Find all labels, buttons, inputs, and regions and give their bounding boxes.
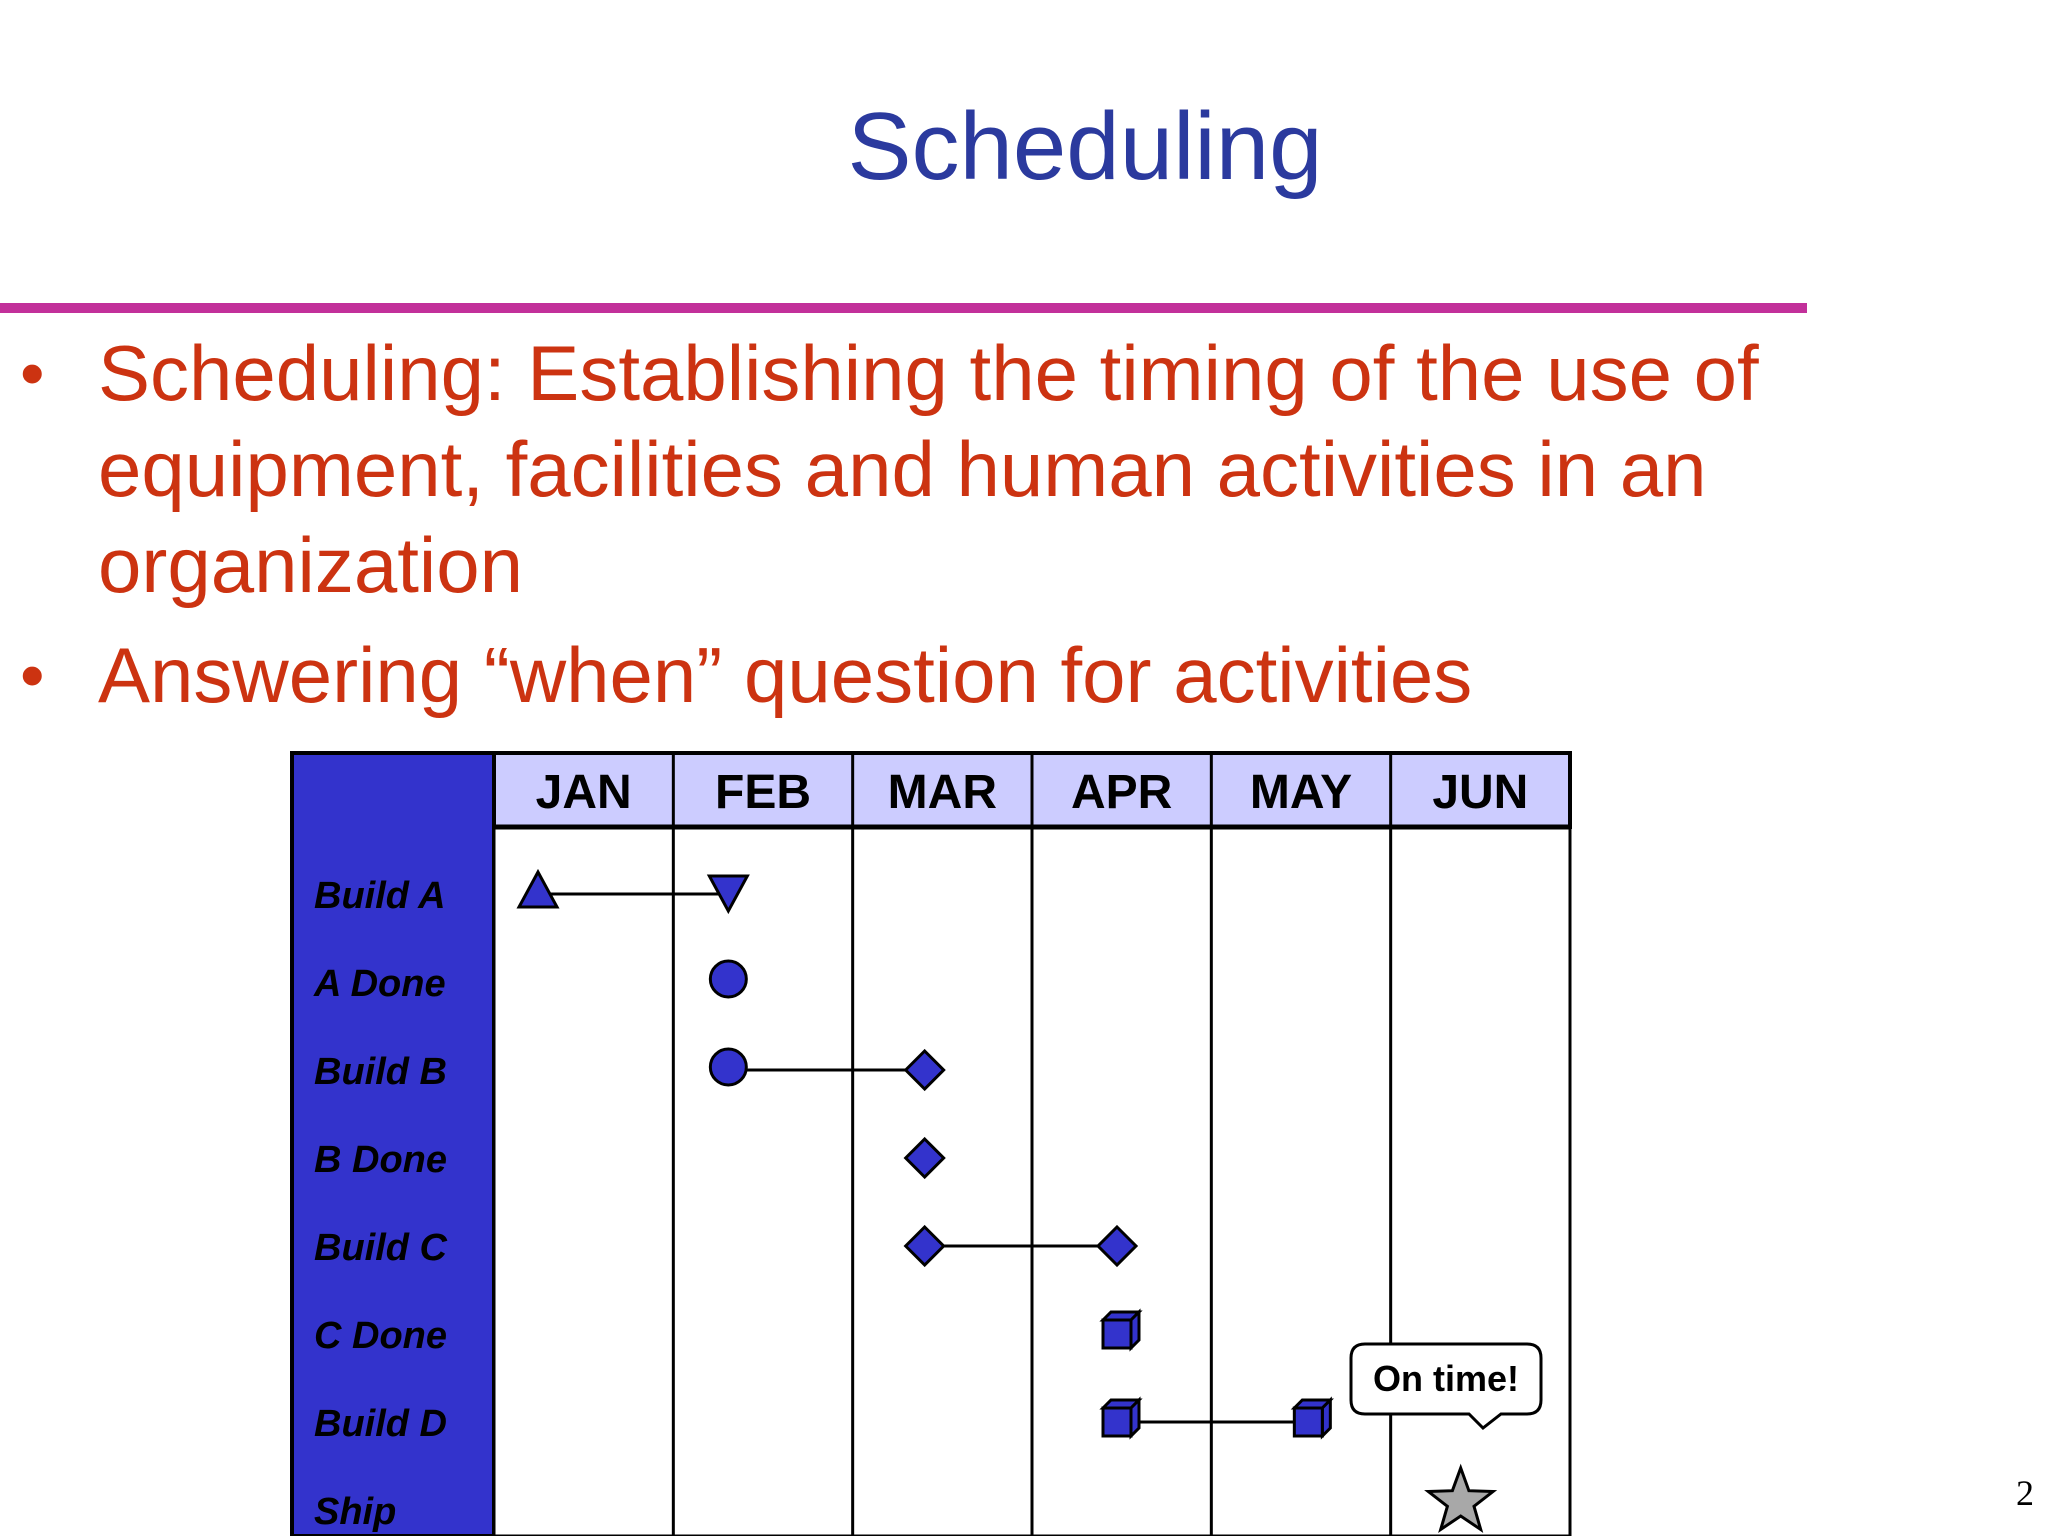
row-label: Build C [314, 1227, 447, 1269]
row-label: A Done [314, 963, 446, 1005]
callout-text: On time! [1372, 1358, 1520, 1399]
month-label: MAY [1249, 766, 1353, 819]
slide-title: Scheduling [847, 93, 1323, 200]
month-label: MAR [887, 766, 997, 819]
circle-marker [710, 961, 746, 997]
month-label: FEB [715, 766, 811, 819]
row-label: B Done [314, 1139, 447, 1181]
bullet-dot-icon: • [20, 636, 45, 714]
bullet-text: Scheduling: Establishing the timing of the use of equipment, facilities and human activities in an organization [98, 329, 1759, 609]
cube-marker [1103, 1320, 1131, 1348]
row-label: Ship [314, 1491, 397, 1533]
circle-marker [710, 1049, 746, 1085]
month-label: JUN [1432, 766, 1529, 819]
row-label: Build D [314, 1403, 447, 1445]
bullet-text: Answering “when” question for activities [98, 631, 1473, 719]
row-label: Build B [314, 1051, 447, 1093]
row-label: Build A [314, 875, 446, 917]
cube-marker [1103, 1408, 1131, 1436]
cube-marker [1294, 1408, 1322, 1436]
bullet-dot-icon: • [20, 334, 45, 412]
row-label: C Done [314, 1315, 447, 1357]
page-number: 2 [2016, 1473, 2034, 1513]
month-label: JAN [535, 766, 632, 819]
month-label: APR [1070, 766, 1173, 819]
